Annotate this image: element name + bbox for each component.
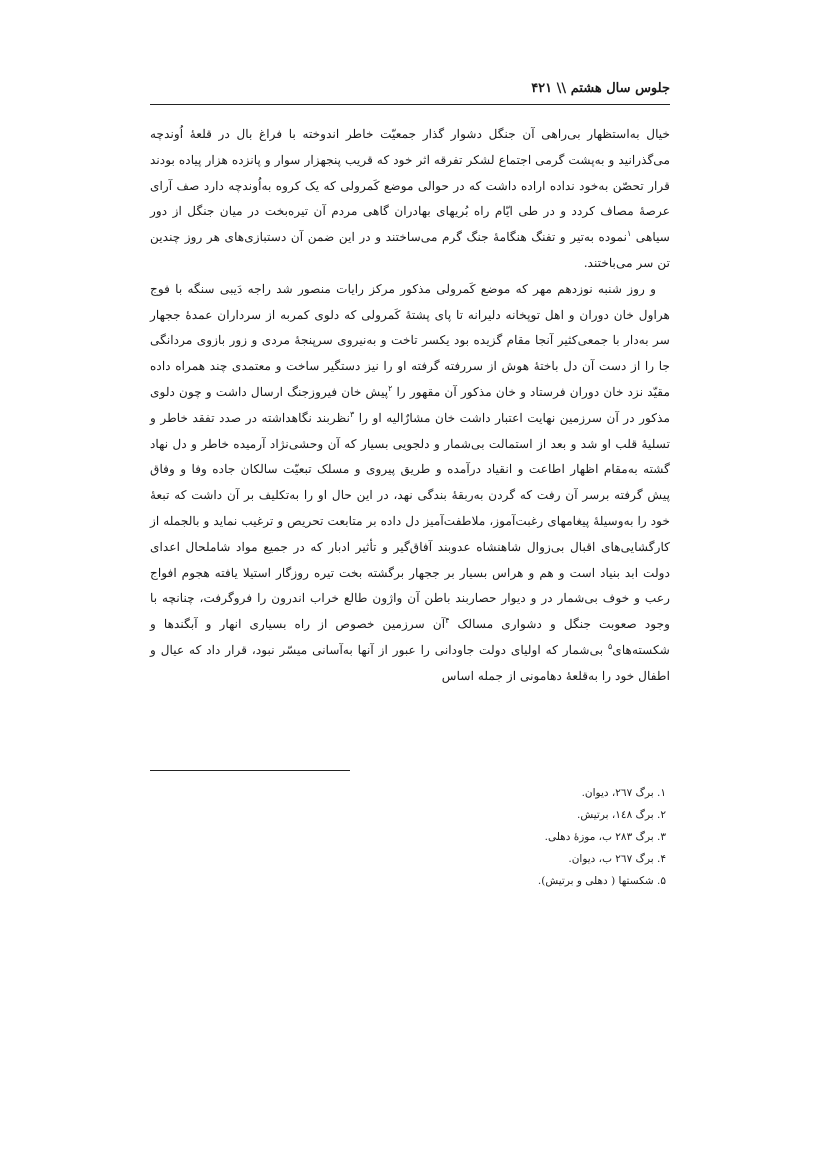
footnote-marker: ۴ [445, 616, 450, 626]
footnote-separator [150, 770, 350, 771]
book-page [150, 70, 670, 1130]
footnote-marker: ۱ [627, 229, 632, 239]
footnote: ۵. شکستها ( دهلی و برتیش). [537, 875, 666, 887]
text-run: نموده به‌تیر و تفنگ هنگامهٔ جنگ گرم می‌ساختند و در این ضمن آن دستبازی‌های هر روز چندین تن سر می‌باختند. [150, 230, 670, 270]
paragraph [150, 122, 670, 277]
paragraph [150, 277, 670, 690]
footnote-marker: ۳ [350, 409, 355, 419]
text-run: پیش خان فیروزجنگ ارسال داشت و چون دلوی مذکور در آن سرزمین نهایت اعتبار داشت خان مشارٌالیه او را [150, 384, 670, 425]
footnote: ۲. برگ ۱٤۸، برتیش. [577, 809, 666, 821]
text-run: نظربند نگاهداشته در صدد تفقد خاطر و تسلیهٔ قلب او شد و بعد از استمالت بی‌شمار و دلجویی بسیار که آن وحشی‌نژاد آرمیده خاطر و دل نهاد گشته به‌مقام اظهار اطاعت و انقیاد درآمده و طریق پیروی و مسلک تبعیّت سالکان جاده وفا و وفاق پیش گرفته برسر آن رفت که گردن به‌ربقهٔ بندگی نهد، در این حال او را به‌تکلیف بر آن داشت که تبعهٔ خود را به‌وسیلهٔ پیغامهای رغبت‌آموز، ملاطفت‌آمیز دل داده بر متابعت تحریص و ترغیب نماید و بالجمله از کارگشایی‌های اقبال بی‌زوال شاهنشاه عدوبند آفاق‌گیر و تأثیر ادبار که در جمیع مواد شاملحال اعدای دولت ابد بنیاد است و هم و هراس بسیار بر ججهار برگشته بخت تیره روزگار استیلا یافته هجوم افواج رعب و خوف بی‌شمار در و دیوار حصاربند باطن آن واژون طالع خراب اندرون را فروگرفت، چنانچه با وجود صعوبت جنگل و دشواری مسالک [150, 410, 671, 632]
text-run: بی‌شمار که اولیای دولت جاودانی را عبور از آنها به‌آسانی میسّر نبود، قرار داد که عیال و اطفال خود را به‌قلعهٔ دهامونی از جمله اساس [150, 642, 670, 683]
page-header [150, 80, 670, 105]
text-run: و روز شنبه نوزدهم مهر که موضع کَمرولی مذکور مرکز رایات منصور شد راجه دَیبی سنگه با فوج هراول خان دوران و اهل توپخانه دلیرانه تا پای پشتهٔ کَمرولی که دلوی کمربه از سرداران عمدهٔ ججهار سر به‌دار با جمعی‌کثیر آنجا مقام گزیده بود یکسر تاخت و به‌نیروی سرپنجهٔ مردی و زور بازوی مردانگی جا را از دست آن دل باختهٔ هوش از سررفته گرفته او را نیز دستگیر ساخت و معتمدی چند همراه داده مقیّد نزد خان دوران فرستاد و خان مذکور آن مقهور را [150, 281, 670, 399]
running-head: جلوس سال هشتم \\ ۴۲۱ [531, 81, 670, 96]
footnote: ۴. برگ ۲٦۷ ب، دیوان. [568, 853, 666, 865]
footnote-marker: ۵ [607, 641, 613, 651]
text-run: آن سرزمین خصوص از راه بسیاری انهار و آبگندها و شکسته‌های [150, 617, 670, 657]
footnotes [150, 782, 670, 892]
footnote: ۳. برگ ۲۸۳ ب، موزهٔ دهلی. [544, 831, 666, 843]
footnote-marker: ۲ [388, 383, 393, 393]
main-text [150, 122, 670, 690]
text-run: خیال به‌استظهار بی‌راهی آن جنگل دشوار گذار جمعیّت خاطر اندوخته با فراغ بال در قلعهٔ اُوندچه می‌گذرانید و به‌پشت گرمی اجتماع لشکر تفرقه اثر خود که قریب پنجهزار سوار و پانزده هزار پیاده بودند قرار تحصّن به‌خود نداده اراده داشت که در حوالی موضع کَمرولی که یک کروه به‌اُوندچه دارد صف آرای عرصهٔ مصاف کردد و در طی ایّام راه بُریهای بهادران گاهی مردم آن تیره‌بخت در میان جنگل از دور سیاهی [150, 127, 670, 245]
footnote: ۱. برگ ۲٦۷، دیوان. [581, 787, 666, 799]
